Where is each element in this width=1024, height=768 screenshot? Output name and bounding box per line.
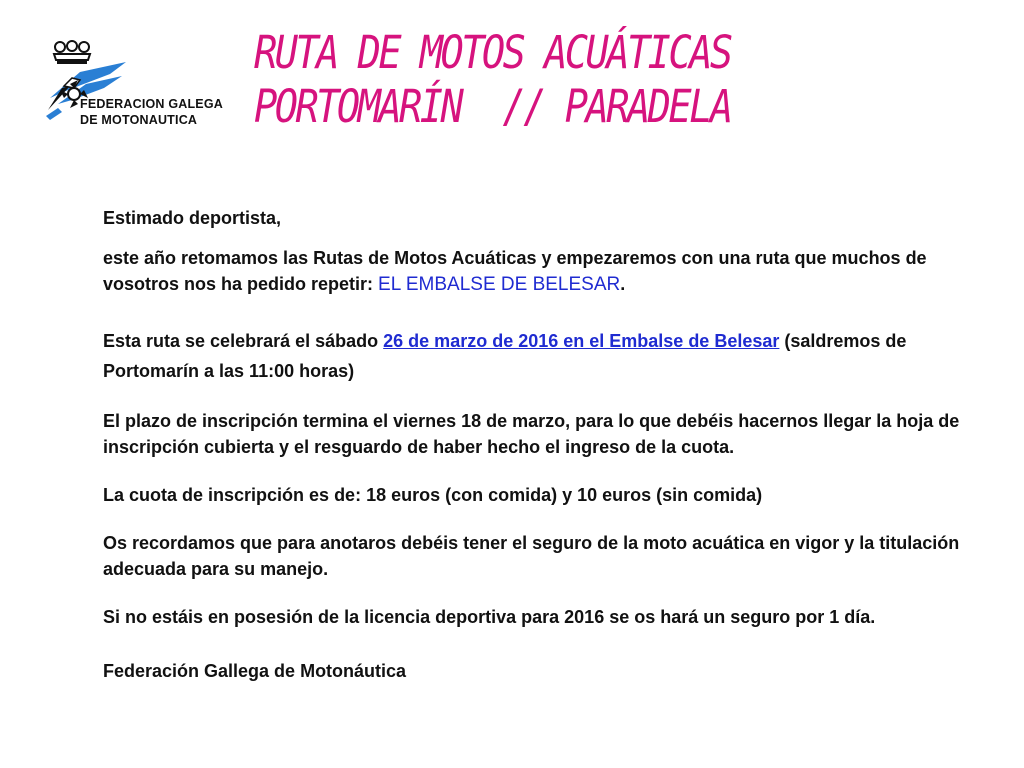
- deadline-paragraph: El plazo de inscripción termina el viernes 18 de marzo, para lo que debéis hacernos llegar la hoja de inscripción cubierta y el resguardo de haber hecho el ingreso de la cuota.: [103, 411, 960, 457]
- license-paragraph: Si no estáis en posesión de la licencia deportiva para 2016 se os hará un seguro por 1 día.: [103, 607, 876, 627]
- signature: Federación Gallega de Motonáutica: [103, 661, 407, 681]
- greeting: Estimado deportista,: [103, 208, 282, 228]
- route-highlight: EL EMBALSE DE BELESAR: [378, 274, 621, 295]
- insurance-paragraph: Os recordamos que para anotaros debéis tener el seguro de la moto acuática en vigor y la titulación adecuada para su manejo.: [103, 533, 960, 579]
- intro-end: .: [620, 274, 626, 294]
- intro-paragraph: [103, 245, 973, 298]
- federation-name-line1: FEDERACION GALEGA: [80, 97, 223, 111]
- letter-body: [103, 205, 973, 684]
- date-suffix: (saldremos de Portomarín a las 11:00 horas): [103, 331, 907, 381]
- federation-name: [80, 96, 223, 128]
- title-line1: RUTA DE MOTOS ACUÁTICAS: [254, 26, 731, 79]
- date-prefix: Esta ruta se celebrará el sábado: [103, 331, 384, 351]
- intro-text: este año retomamos las Rutas de Motos Acuáticas y empezaremos con una ruta que muchos de vosotros nos ha pedido repetir:: [103, 248, 927, 294]
- fee-paragraph: La cuota de inscripción es de: 18 euros (con comida) y 10 euros (sin comida): [103, 485, 763, 505]
- date-link[interactable]: 26 de marzo de 2016 en el Embalse de Belesar: [383, 331, 780, 351]
- title-line2: PORTOMARÍN // PARADELA: [254, 80, 731, 133]
- federation-logo: [40, 38, 240, 138]
- date-paragraph: [103, 326, 973, 386]
- page-title: [254, 26, 787, 134]
- federation-name-line2: DE MOTONAUTICA: [80, 113, 198, 127]
